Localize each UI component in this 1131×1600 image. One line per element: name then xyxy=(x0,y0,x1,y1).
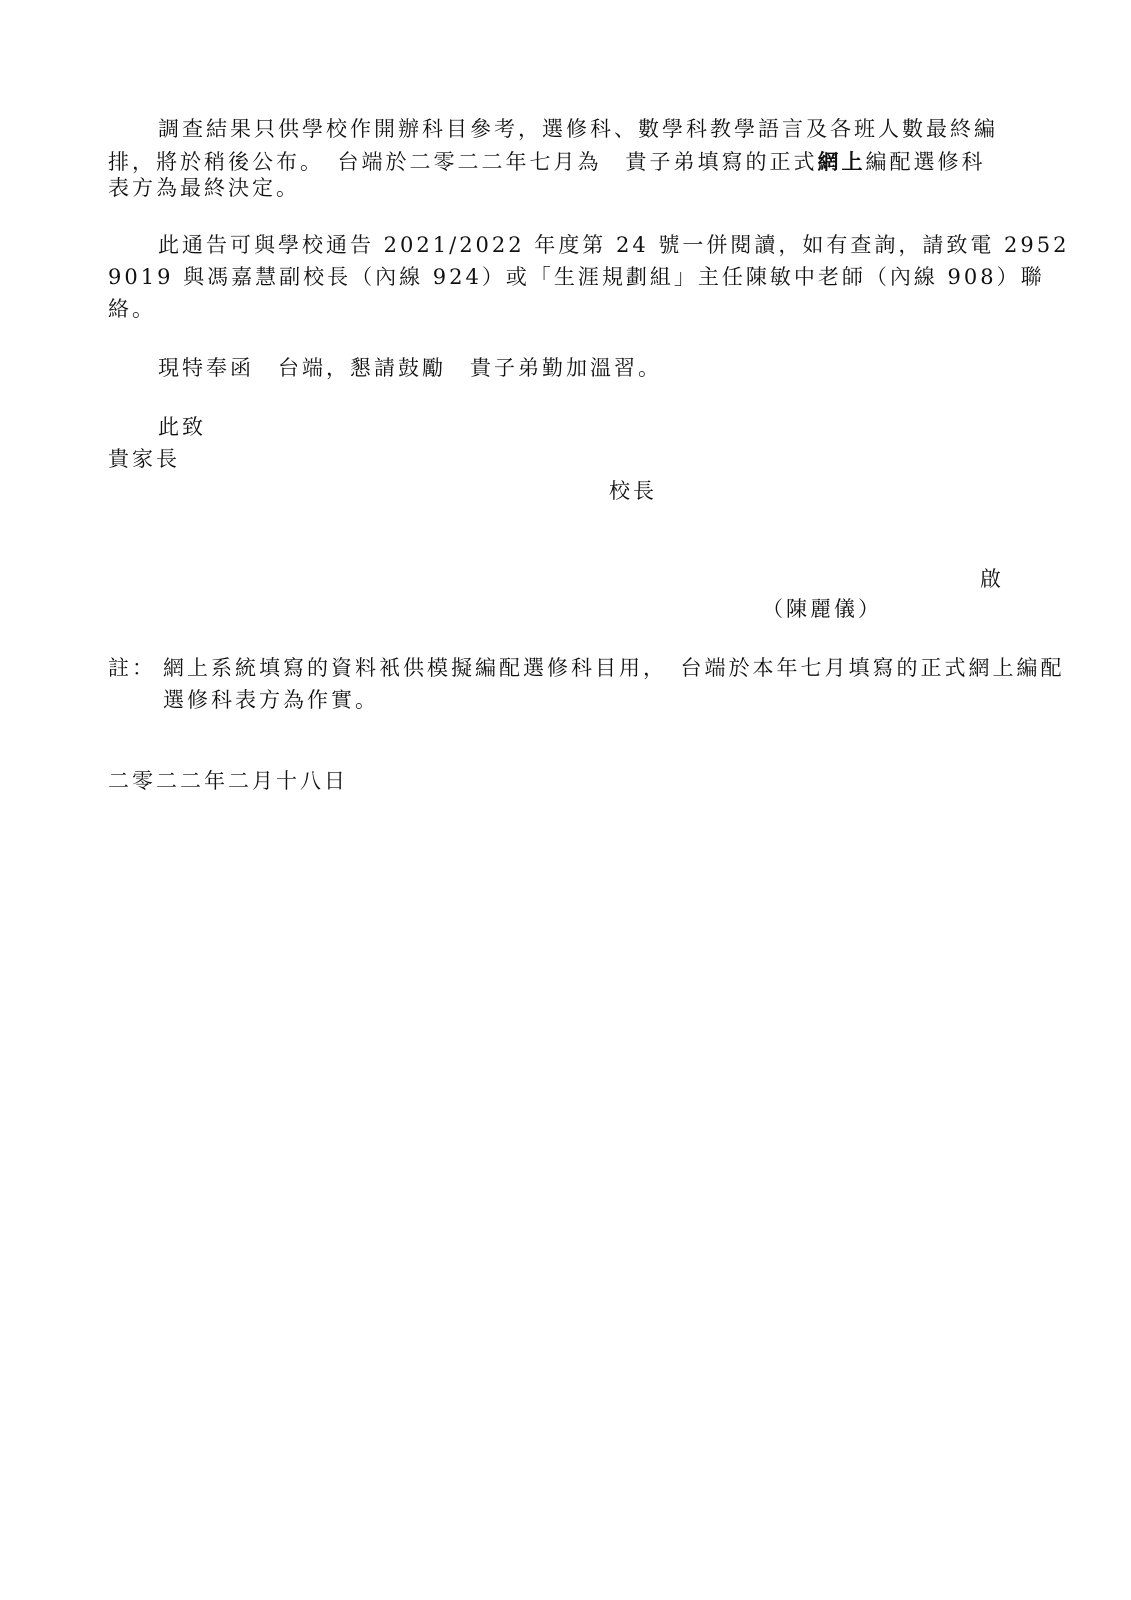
paragraph2-line2: 9019 與馮嘉慧副校長（內線 924）或「生涯規劃組」主任陳敏中老師（內線 908）聯 xyxy=(108,265,1045,289)
note-line1: 網上系統填寫的資料衹供模擬編配選修科目用， 台端於本年七月填寫的正式網上編配 xyxy=(163,656,1065,680)
recipient: 貴家長 xyxy=(108,447,180,471)
paragraph1-line2-text-a: 排，將於稍後公布。 台端於二零二二年七月為 貴子弟填寫的正式 xyxy=(108,150,818,174)
paragraph1-line2-text-b: 編配選修科 xyxy=(865,150,986,174)
paragraph2-line3: 絡。 xyxy=(108,297,156,321)
paragraph2-line1: 此通告可與學校通告 2021/2022 年度第 24 號一併閱讀，如有查詢，請致電 2952 xyxy=(158,233,1070,257)
note-line2: 選修科表方為作實。 xyxy=(163,688,379,712)
principal-title: 校長 xyxy=(609,479,657,503)
date: 二零二二年二月十八日 xyxy=(108,769,348,793)
paragraph3: 現特奉函 台端，懇請鼓勵 貴子弟勤加溫習。 xyxy=(158,356,662,380)
principal-name: （陳麗儀） xyxy=(762,597,882,621)
note-label: 註： xyxy=(108,656,156,680)
paragraph1-line3: 表方為最終決定。 xyxy=(108,176,300,200)
signature-word: 啟 xyxy=(980,567,1004,591)
paragraph1-line2-bold: 網上 xyxy=(817,149,866,174)
closing: 此致 xyxy=(158,415,206,439)
paragraph1-line1: 調查結果只供學校作開辦科目參考，選修科、數學科教學語言及各班人數最終編 xyxy=(158,117,998,141)
